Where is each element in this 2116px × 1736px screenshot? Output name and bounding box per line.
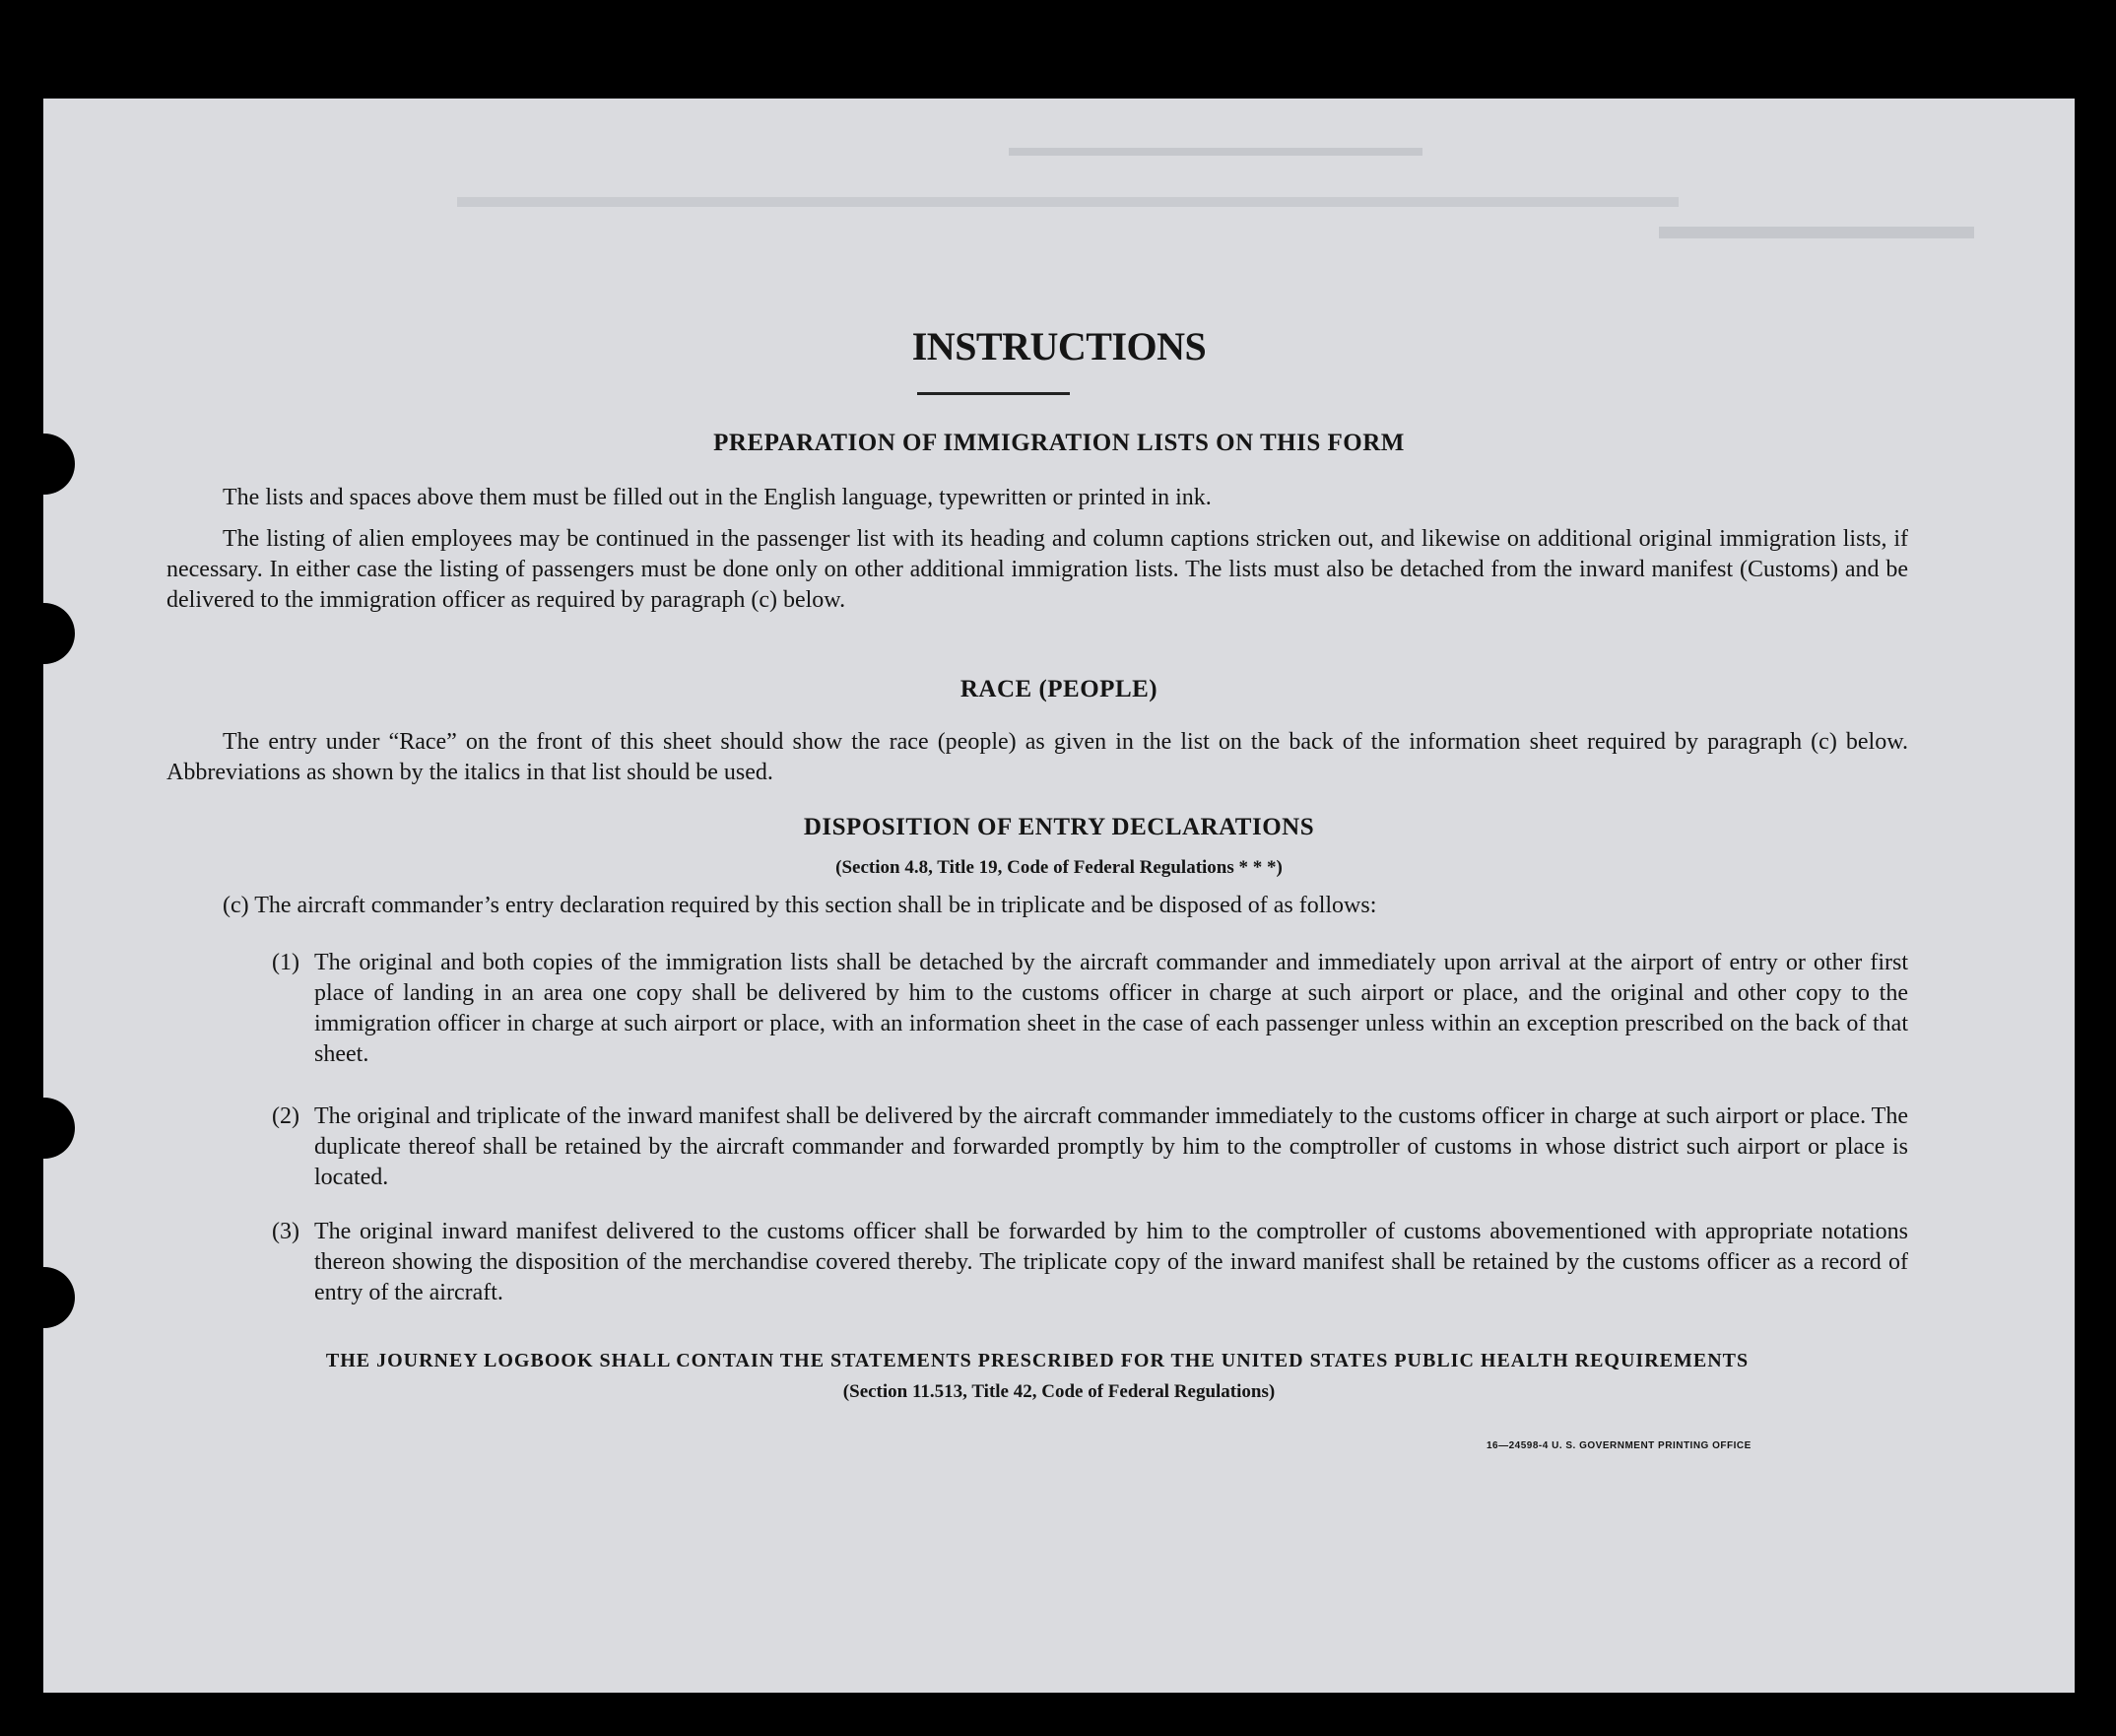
bleed-through-mark bbox=[1659, 227, 1974, 238]
preparation-text-1: The lists and spaces above them must be filled out in the English language, typewritten or printed in ink. bbox=[223, 485, 1212, 510]
item-text bbox=[272, 948, 1908, 1070]
title-underline bbox=[917, 392, 1070, 395]
disposition-item-1 bbox=[272, 948, 1908, 1070]
item-number: (1) bbox=[272, 950, 299, 975]
race-heading: RACE (PEOPLE) bbox=[959, 676, 1158, 702]
disposition-item-3 bbox=[272, 1217, 1908, 1308]
race-paragraph bbox=[166, 727, 1908, 788]
preparation-text-2: The listing of alien employees may be continued in the passenger list with its heading and column captions stricken out, and likewise on additional original immigration lists, if necessary. In either case the listing of passengers must be done only on other additional immigration lists. The lists must also be detached from the inward manifest (Customs) and be delivered to the immigration officer as required by paragraph (c) below. bbox=[166, 526, 1908, 613]
item-text-content: The original inward manifest delivered to the customs officer shall be forwarded by him to the comptroller of customs abovementioned with appropriate notations thereon showing the disposition of the merchandise covered thereby. The triplicate copy of the inward manifest shall be retained by the customs officer as a record of entry of the aircraft. bbox=[314, 1219, 1908, 1305]
page-title: INSTRUCTIONS bbox=[911, 324, 1207, 368]
punch-hole bbox=[14, 603, 75, 664]
bleed-through-mark bbox=[1009, 148, 1422, 156]
disposition-intro-text: (c) The aircraft commander’s entry declaration required by this section shall be in triplicate and be disposed of as follows: bbox=[223, 893, 1377, 918]
disposition-subheading: (Section 4.8, Title 19, Code of Federal Regulations * * *) bbox=[835, 857, 1283, 878]
item-text bbox=[272, 1102, 1908, 1193]
document-page bbox=[43, 99, 2075, 1693]
public-health-notice: THE JOURNEY LOGBOOK SHALL CONTAIN THE STATEMENTS PRESCRIBED FOR THE UNITED STATES PUBLIC HEALTH REQUIREMENTS bbox=[325, 1350, 1750, 1371]
race-text: The entry under “Race” on the front of this sheet should show the race (people) as given in the list on the back of the information sheet required by paragraph (c) below. Abbreviations as shown by the italics in that list should be used. bbox=[166, 729, 1908, 785]
item-number: (3) bbox=[272, 1219, 299, 1244]
preparation-heading: PREPARATION OF IMMIGRATION LISTS ON THIS FORM bbox=[713, 430, 1405, 456]
disposition-heading: DISPOSITION OF ENTRY DECLARATIONS bbox=[803, 814, 1315, 840]
disposition-item-2 bbox=[272, 1102, 1908, 1193]
item-number: (2) bbox=[272, 1103, 299, 1129]
item-text bbox=[272, 1217, 1908, 1308]
punch-hole bbox=[14, 1267, 75, 1328]
printing-office-imprint: 16—24598-4 U. S. GOVERNMENT PRINTING OFFICE bbox=[1487, 1440, 1752, 1451]
public-health-citation: (Section 11.513, Title 42, Code of Federal Regulations) bbox=[842, 1381, 1276, 1402]
preparation-paragraph-2 bbox=[166, 524, 1908, 616]
item-text-content: The original and both copies of the immigration lists shall be detached by the aircraft commander and immediately upon arrival at the airport of entry or other first place of landing in an area one copy shall be delivered by him to the customs officer in charge at such airport or place, and the original and other copy to the immigration officer in charge at such airport or place, with an information sheet in the case of each passenger unless within an exception prescribed on the back of that sheet. bbox=[314, 950, 1908, 1067]
disposition-intro bbox=[223, 891, 1908, 921]
item-text-content: The original and triplicate of the inward manifest shall be delivered by the aircraft commander immediately to the customs officer in charge at such airport or place. The duplicate thereof shall be retained by the aircraft commander and forwarded promptly by him to the comptroller of customs in whose district such airport or place is located. bbox=[314, 1103, 1908, 1190]
bleed-through-mark bbox=[457, 197, 1679, 207]
preparation-paragraph-1 bbox=[166, 483, 1908, 513]
punch-hole bbox=[14, 1098, 75, 1159]
